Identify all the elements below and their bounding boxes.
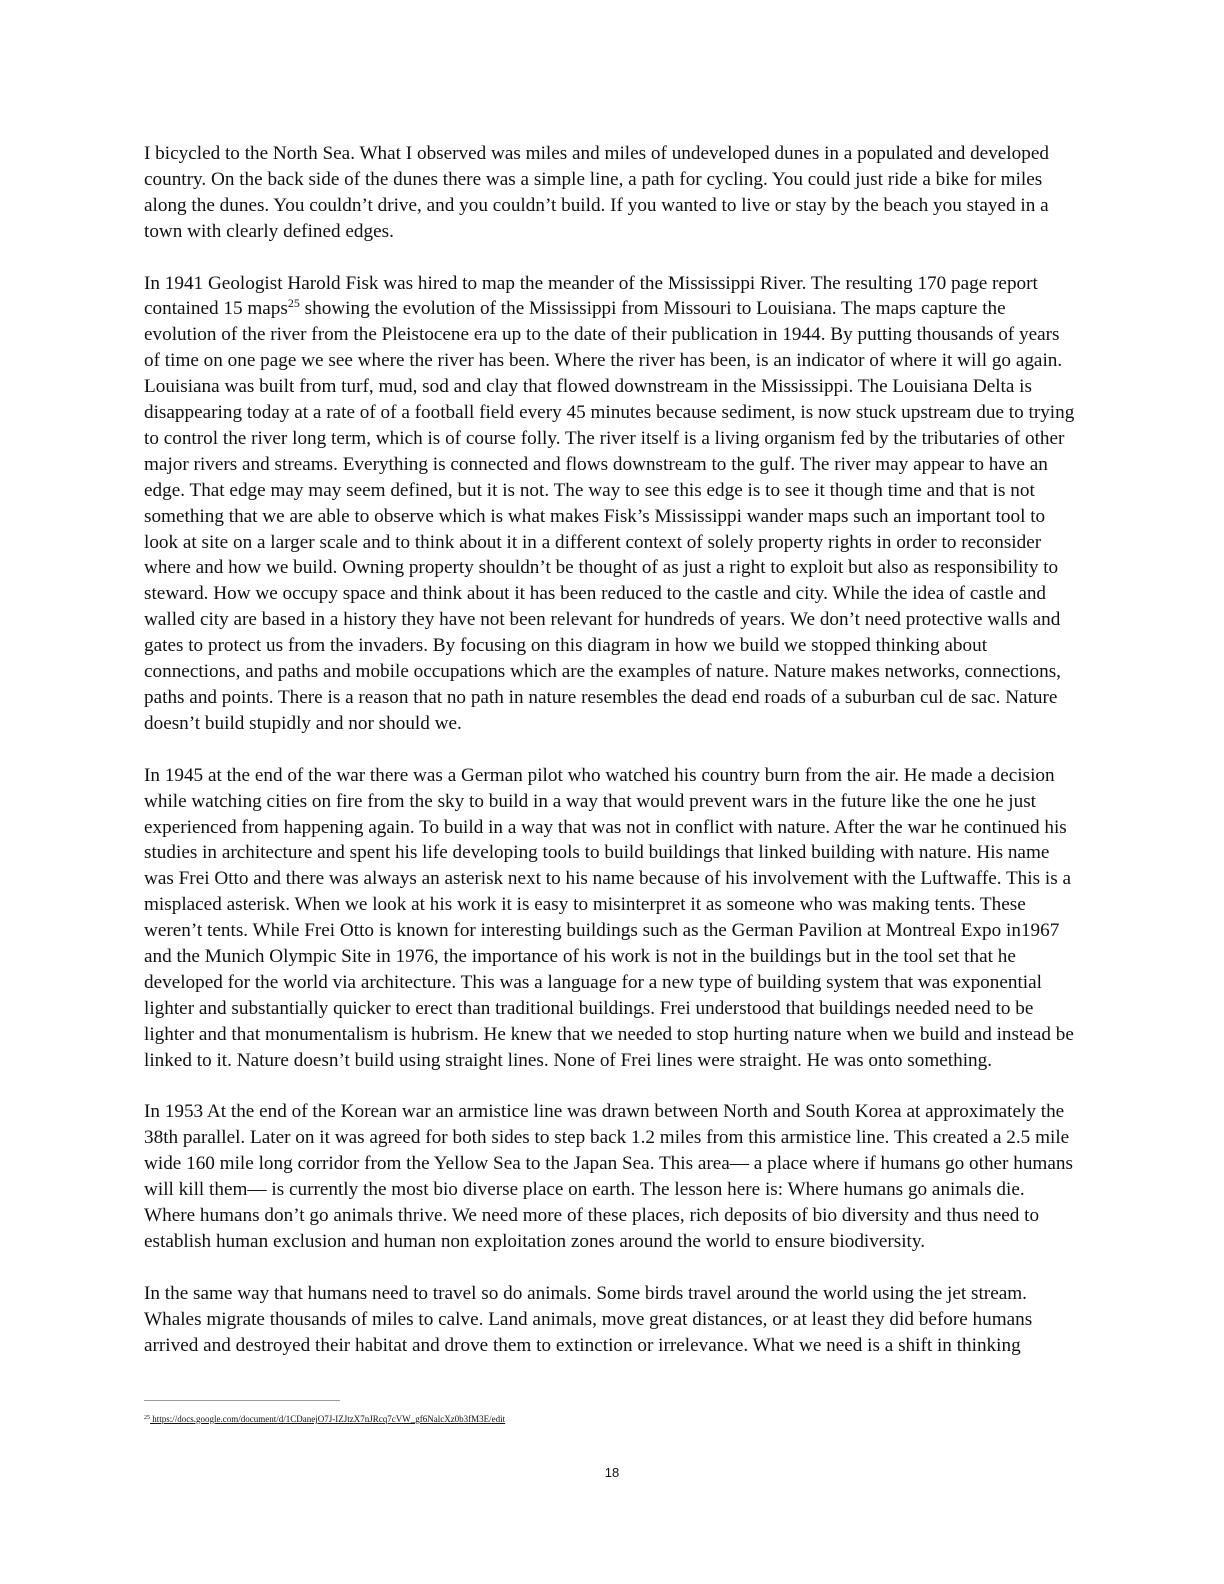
- footnote-link[interactable]: https://docs.google.com/document/d/1CDanejO7J-IZJtzX7nJRcq7cVW_gf6NalcXz0b3fM3E/edit: [150, 1414, 506, 1424]
- paragraph-animal-migration: In the same way that humans need to travel so do animals. Some birds travel around the world using the jet stream. Whales migrate thousands of miles to calve. Land animals, move great distances, or at least they did before humans arrived and destroyed their habitat and drove them to extinction or irrelevance. What we need is a shift in thinking: [144, 1282, 1033, 1356]
- footnote: [144, 1414, 944, 1425]
- paragraph-fisk-text-end: showing the evolution of the Mississippi from Missouri to Louisiana. The maps capture the evolution of the river from the Pleistocene era up to the date of their publication in 1944. By putting thousands of years of time on one page we see where the river has been. Where the river has been, is an indicator of where it will go again. Louisiana was built from turf, mud, sod and clay that flowed downstream in the Mississippi. The Louisiana Delta is disappearing today at a rate of of a football field every 45 minutes because sediment, is now stuck upstream due to trying to control the river long term, which is of course folly. The river itself is a living organism fed by the tributaries of other major rivers and streams. Everything is connected and flows downstream to the gulf. The river may appear to have an edge. That edge may may seem defined, but it is not. The way to see this edge is to see it though time and that is not something that we are able to observe which is what makes Fisk’s Mississippi wander maps such an important tool to look at site on a larger scale and to think about it in a different context of solely property rights in order to reconsider where and how we build. Owning property shouldn’t be thought of as just a right to exploit but also as responsibility to steward. How we occupy space and think about it has been reduced to the castle and city. While the idea of castle and walled city are based in a history they have not been relevant for hundreds of years. We don’t need protective walls and gates to protect us from the invaders. By focusing on this diagram in how we build we stopped thinking about connections, and paths and mobile occupations which are the examples of nature. Nature makes networks, connections, paths and points. There is a reason that no path in nature resembles the dead end roads of a suburban cul de sac. Nature doesn’t build stupidly and nor should we.: [144, 298, 1075, 734]
- body-text: [144, 141, 1080, 1359]
- paragraph-north-sea: I bicycled to the North Sea. What I observed was miles and miles of undeveloped dunes in a populated and developed country. On the back side of the dunes there was a simple line, a path for cycling. You could just ride a bike for miles along the dunes. You couldn’t drive, and you couldn’t build. If you wanted to live or stay by the beach you stayed in a town with clearly defined edges.: [144, 143, 1049, 242]
- paragraph-frei-otto: In 1945 at the end of the war there was a German pilot who watched his country burn from the air. He made a decision while watching cities on fire from the sky to build in a way that would prevent wars in the future like the one he just experienced from happening again. To build in a way that was not in conflict with nature. After the war he continued his studies in architecture and spent his life developing tools to build buildings that linked building with nature. His name was Frei Otto and there was always an asterisk next to his name because of his involvement with the Luftwaffe. This is a misplaced asterisk. When we look at his work it is easy to misinterpret it as someone who was making tents. These weren’t tents. While Frei Otto is known for interesting buildings such as the German Pavilion at Montreal Expo in1967 and the Munich Olympic Site in 1976, the importance of his work is not in the buildings but in the tool set that he developed for the world via architecture. This was a language for a new type of building system that was exponential lighter and substantially quicker to erect than traditional buildings. Frei understood that buildings needed need to be lighter and that monumentalism is hubrism. He knew that we needed to stop hurting nature when we build and instead be linked to it. Nature doesn’t build using straight lines. None of Frei lines were straight. He was onto something.: [144, 764, 1074, 1071]
- footnote-reference[interactable]: 25: [287, 296, 300, 311]
- footnote-divider: [144, 1400, 340, 1401]
- paragraph-fisk-text-start: In 1941 Geologist Harold Fisk was hired to map the meander of the Mississippi River. The resulting 170 page report contained 15 maps: [144, 272, 1038, 320]
- paragraph-fisk-mississippi: [144, 271, 1080, 737]
- page-number: 18: [604, 1465, 620, 1480]
- paragraph-korean-dmz: In 1953 At the end of the Korean war an armistice line was drawn between North and South Korea at approximately the 38th parallel. Later on it was agreed for both sides to step back 1.2 miles from this armistice line. This created a 2.5 mile wide 160 mile long corridor from the Yellow Sea to the Japan Sea. This area— a place where if humans go other humans will kill them— is currently the most bio diverse place on earth. The lesson here is: Where humans go animals die. Where humans don’t go animals thrive. We need more of these places, rich deposits of bio diversity and thus need to establish human exclusion and human non exploitation zones around the world to ensure biodiversity.: [144, 1101, 1073, 1253]
- footnote-number: 25: [144, 1415, 150, 1421]
